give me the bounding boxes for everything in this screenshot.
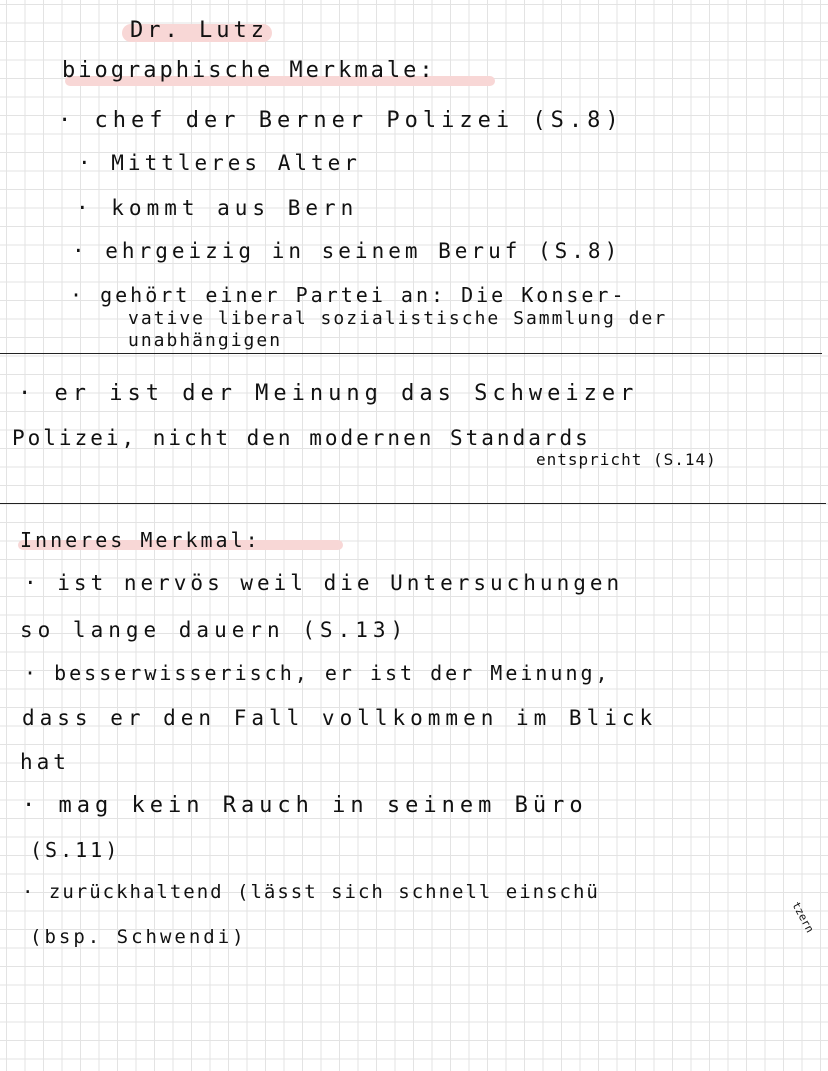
- inner-trait-line: (S.11): [30, 838, 121, 862]
- bio-item: · kommt aus Bern: [76, 196, 359, 220]
- opinion-line: entspricht (S.14): [536, 450, 717, 469]
- inner-trait-line: · mag kein Rauch in seinem Büro: [22, 793, 588, 818]
- inner-trait-line: · ist nervös weil die Untersuchungen: [24, 571, 624, 595]
- bio-item: · chef der Berner Polizei (S.8): [58, 108, 624, 133]
- margin-note: tzern: [789, 899, 817, 935]
- bio-item: · gehört einer Partei an: Die Konser-: [70, 283, 627, 307]
- bio-item: · ehrgeizig in seinem Beruf (S.8): [72, 239, 622, 263]
- bio-item: · Mittleres Alter: [78, 151, 361, 175]
- opinion-line: · er ist der Meinung das Schweizer: [18, 381, 639, 406]
- inner-trait-line: hat: [20, 750, 70, 774]
- bio-item-continuation: vative liberal sozialistische Sammlung der: [128, 308, 668, 329]
- inner-trait-line: (bsp. Schwendi): [30, 926, 247, 948]
- opinion-line: Polizei, nicht den modernen Standards: [12, 426, 591, 450]
- divider: [0, 503, 826, 504]
- page-title: Dr. Lutz: [130, 18, 268, 43]
- inner-trait-line: · zurückhaltend (lässt sich schnell einschü: [22, 881, 600, 903]
- inner-trait-line: · besserwisserisch, er ist der Meinung,: [24, 661, 611, 685]
- inner-trait-line: so lange dauern (S.13): [20, 618, 409, 642]
- section1-heading: biographische Merkmale:: [62, 58, 436, 83]
- section3-heading: Inneres Merkmal:: [20, 528, 261, 552]
- bio-item-continuation: unabhängigen: [128, 330, 283, 351]
- divider: [0, 353, 822, 354]
- inner-trait-line: dass er den Fall vollkommen im Blick: [22, 706, 658, 730]
